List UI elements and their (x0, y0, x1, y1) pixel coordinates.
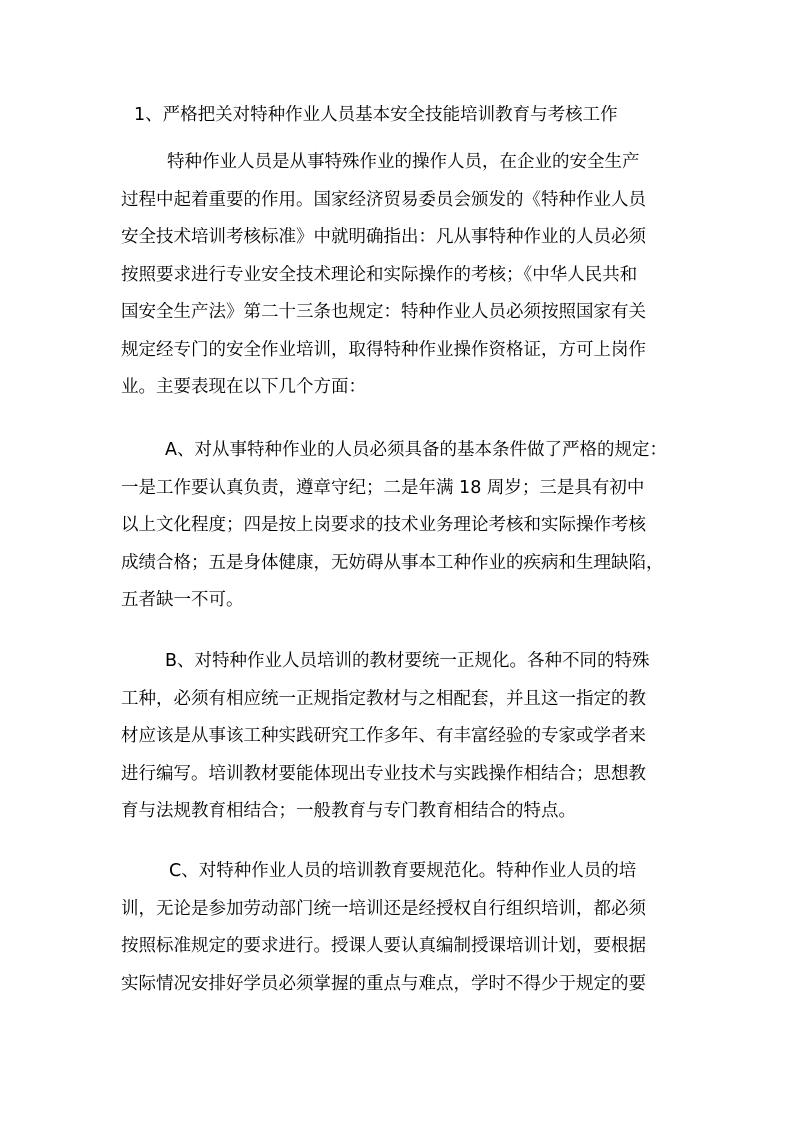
paragraph-line: 按照要求进行专业安全技术理论和实际操作的考核；《中华人民共和 (121, 264, 638, 285)
paragraph-item-a (121, 432, 686, 620)
paragraph-intro (121, 144, 686, 407)
paragraph-line: B、对特种作业人员培训的教材要统一正规化。各种不同的特殊 (165, 651, 650, 671)
paragraph-line: 过程中起着重要的作用。国家经济贸易委员会颁发的《特种作业人员 (121, 189, 646, 210)
paragraph-line: 育与法规教育相结合；一般教育与专门教育相结合的特点。 (121, 801, 576, 821)
paragraph-line: 材应该是从事该工种实践研究工作多年、有丰富经验的专家或学者来 (121, 726, 646, 746)
paragraph-line: 进行编写。培训教材要能体现出专业技术与实践操作相结合；思想教 (121, 763, 646, 784)
paragraph-line: 五者缺一不可。 (121, 590, 244, 610)
section-heading: 1、严格把关对特种作业人员基本安全技能培训教育与考核工作 (134, 105, 618, 125)
paragraph-line: 实际情况安排好学员必须掌握的重点与难点，学时不得少于规定的要 (121, 973, 646, 994)
paragraph-line: 以上文化程度；四是按上岗要求的技术业务理论考核和实际操作考核 (121, 515, 646, 535)
paragraph-line: 一是工作要认真负责，遵章守纪；二是年满 18 周岁；三是具有初中 (121, 477, 645, 498)
paragraph-line: C、对特种作业人员的培训教育要规范化。特种作业人员的培 (169, 861, 637, 881)
paragraph-item-b (121, 643, 686, 831)
paragraph-line: 特种作业人员是从事特殊作业的操作人员，在企业的安全生产 (167, 152, 640, 172)
paragraph-line: 成绩合格；五是身体健康，无妨碍从事本工种作业的疾病和生理缺陷， (121, 552, 664, 573)
paragraph-item-c (121, 853, 686, 1003)
paragraph-line: 训，无论是参加劳动部门统一培训还是经授权自行组织培训，都必须 (121, 898, 646, 919)
paragraph-line: 按照标准规定的要求进行。授课人要认真编制授课培训计划，要根据 (121, 936, 646, 956)
paragraph-line: 业。主要表现在以下几个方面： (121, 377, 366, 397)
paragraph-line: 安全技术培训考核标准》中就明确指出：凡从事特种作业的人员必须 (121, 227, 646, 247)
paragraph-line: 规定经专门的安全作业培训，取得特种作业操作资格证，方可上岗作 (121, 339, 646, 360)
paragraph-line: 工种，必须有相应统一正规指定教材与之相配套，并且这一指定的教 (121, 688, 646, 709)
paragraph-line: 国安全生产法》第二十三条也规定：特种作业人员必须按照国家有关 (121, 302, 646, 322)
paragraph-line: A、对从事特种作业的人员必须具备的基本条件做了严格的规定： (165, 440, 667, 460)
